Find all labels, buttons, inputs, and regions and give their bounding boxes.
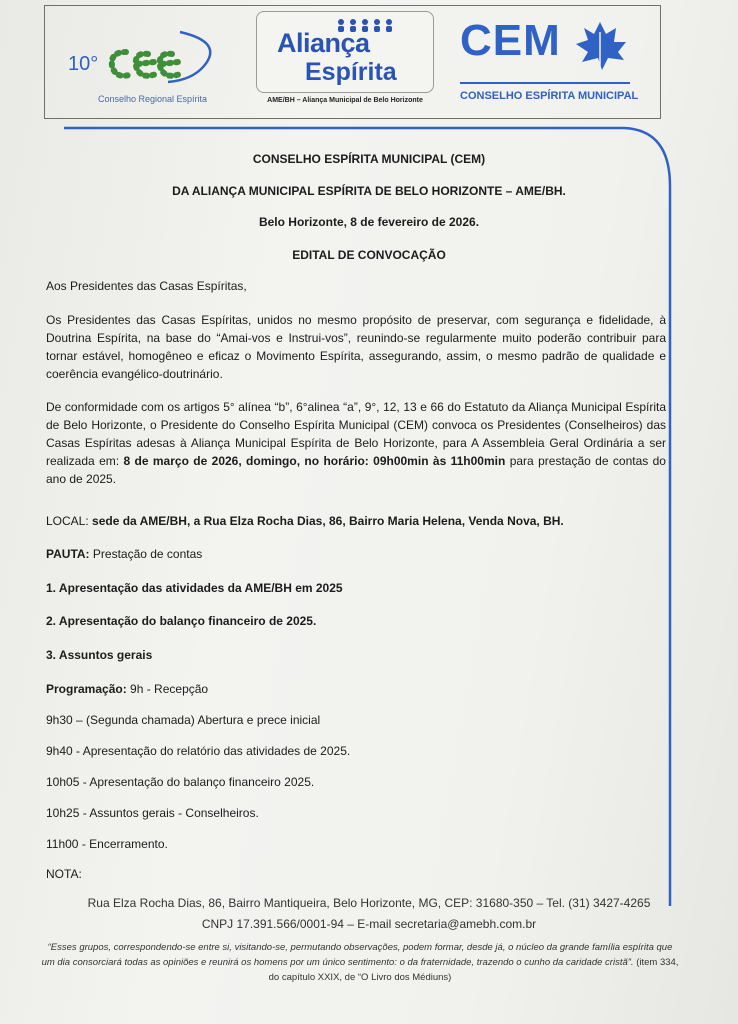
assembly-date-time: 8 de março de 2026, domingo, no horário: 09h00min às 11h00min [123,454,506,468]
cem-logo-mark: CEM [460,16,561,65]
paragraph-convocation [46,398,666,488]
convocation-text: De conformidade com os artigos 5° alínea “b”, 6°alinea “a”, 9°, 12, 13 e 66 do Estatuto da Aliança Municipal Espírita de Belo Horizonte, o Presidente do Conselho Espírita Municipal (CEM) convoca os Presidentes (Conselheiros) das Casas Espíritas adesas à Aliança Municipal Espírita de Belo Horizonte, para A Assembleia Geral Ordinária a ser realizada em: [46,400,666,468]
agenda-item-text: 1. Apresentação das atividades da AME/BH em 2025 [46,581,343,595]
alianca-espirita-logo [256,11,434,93]
programacao-line [46,682,208,696]
footer-address: Rua Elza Rocha Dias, 86, Bairro Mantiqueira, Belo Horizonte, MG, CEP: 31680-350 – Tel. (31) 3427-4265 [87,896,651,910]
local-line [46,514,564,528]
convocation-purpose: para prestação de contas do ano de 2025. [46,454,666,486]
agenda-item-text: 3. Assuntos gerais [46,648,153,662]
schedule-item: 9h30 – (Segunda chamada) Abertura e prece inicial [46,713,321,727]
agenda-item-2 [46,614,316,628]
title-line2: DA ALIANÇA MUNICIPAL ESPÍRITA DE BELO HORIZONTE – AME/BH. [172,184,566,198]
alianca-logo-line2: Espírita [305,58,397,86]
schedule-item: 9h40 - Apresentação do relatório das atividades de 2025. [46,744,351,758]
greeting: Aos Presidentes das Casas Espíritas, [46,279,247,293]
cem-logo-caption: CONSELHO ESPÍRITA MUNICIPAL [460,90,639,102]
quote-reference: (item 334, do capítulo XXIX, de “O Livro dos Médiuns) [268,957,679,983]
footer-quote [40,940,680,985]
agenda-item-1 [46,581,343,595]
schedule-item: 10h25 - Assuntos gerais - Conselheiros. [46,806,259,820]
cem-logo [458,16,639,108]
agenda-item-3 [46,648,152,662]
alianca-logo-line1: Aliança [277,28,370,58]
quote-text: “Esses grupos, correspondendo-se entre si, visitando-se, permutando observações, podem formar, desde já, o núcleo da grande família espírita que um dia consorciará todas as opiniões e reunirá os homens por um único sentimento: o da fraternidade, trazendo o cunho da caridade cristã”. [41,942,673,968]
crede-logo-mark [64,22,224,92]
alianca-logo-caption: AME/BH – Aliança Municipal de Belo Horizonte [267,97,423,104]
agenda-item-text: 2. Apresentação do balanço financeiro de 2025. [46,614,317,628]
pauta-label: PAUTA: [46,547,90,561]
paragraph-purpose: Os Presidentes das Casas Espíritas, unidos no mesmo propósito de preservar, com segurança e fidelidade, à Doutrina Espírita, na base do “Amai-vos e Instrui-vos”, reunindo-se regularmente muito poderão contribuir para tornar estável, homogêneo e eficaz o Movimento Espírita, assegurando, assim, o mesmo padrão de qualidade e coerência evangélico-doutrinário. [46,313,666,381]
pauta-line [46,547,202,561]
programacao-label: Programação: [46,682,127,696]
pauta-value: Prestação de contas [92,547,203,561]
schedule-item: 10h05 - Apresentação do balanço financeiro 2025. [46,775,315,789]
crede-logo [64,22,224,112]
crede-logo-number: 10° [68,53,99,75]
title-line1: CONSELHO ESPÍRITA MUNICIPAL (CEM) [252,152,486,166]
nota-label: NOTA: [46,867,82,881]
leaf-icon [572,18,630,74]
cem-logo-rule [460,82,630,84]
crede-logo-caption: Conselho Regional Espírita [98,94,208,104]
edital-heading: EDITAL DE CONVOCAÇÃO [292,248,446,262]
schedule-item: 11h00 - Encerramento. [46,837,168,851]
document-date: Belo Horizonte, 8 de fevereiro de 2026. [258,215,480,229]
footer-cnpj-email: CNPJ 17.391.566/0001-94 – E-mail secretaria@amebh.com.br [201,917,537,931]
local-label: LOCAL: [46,514,89,528]
programacao-first: 9h - Recepção [130,682,209,696]
local-value: sede da AME/BH, a Rua Elza Rocha Dias, 86, Bairro Maria Helena, Venda Nova, BH. [92,514,564,528]
